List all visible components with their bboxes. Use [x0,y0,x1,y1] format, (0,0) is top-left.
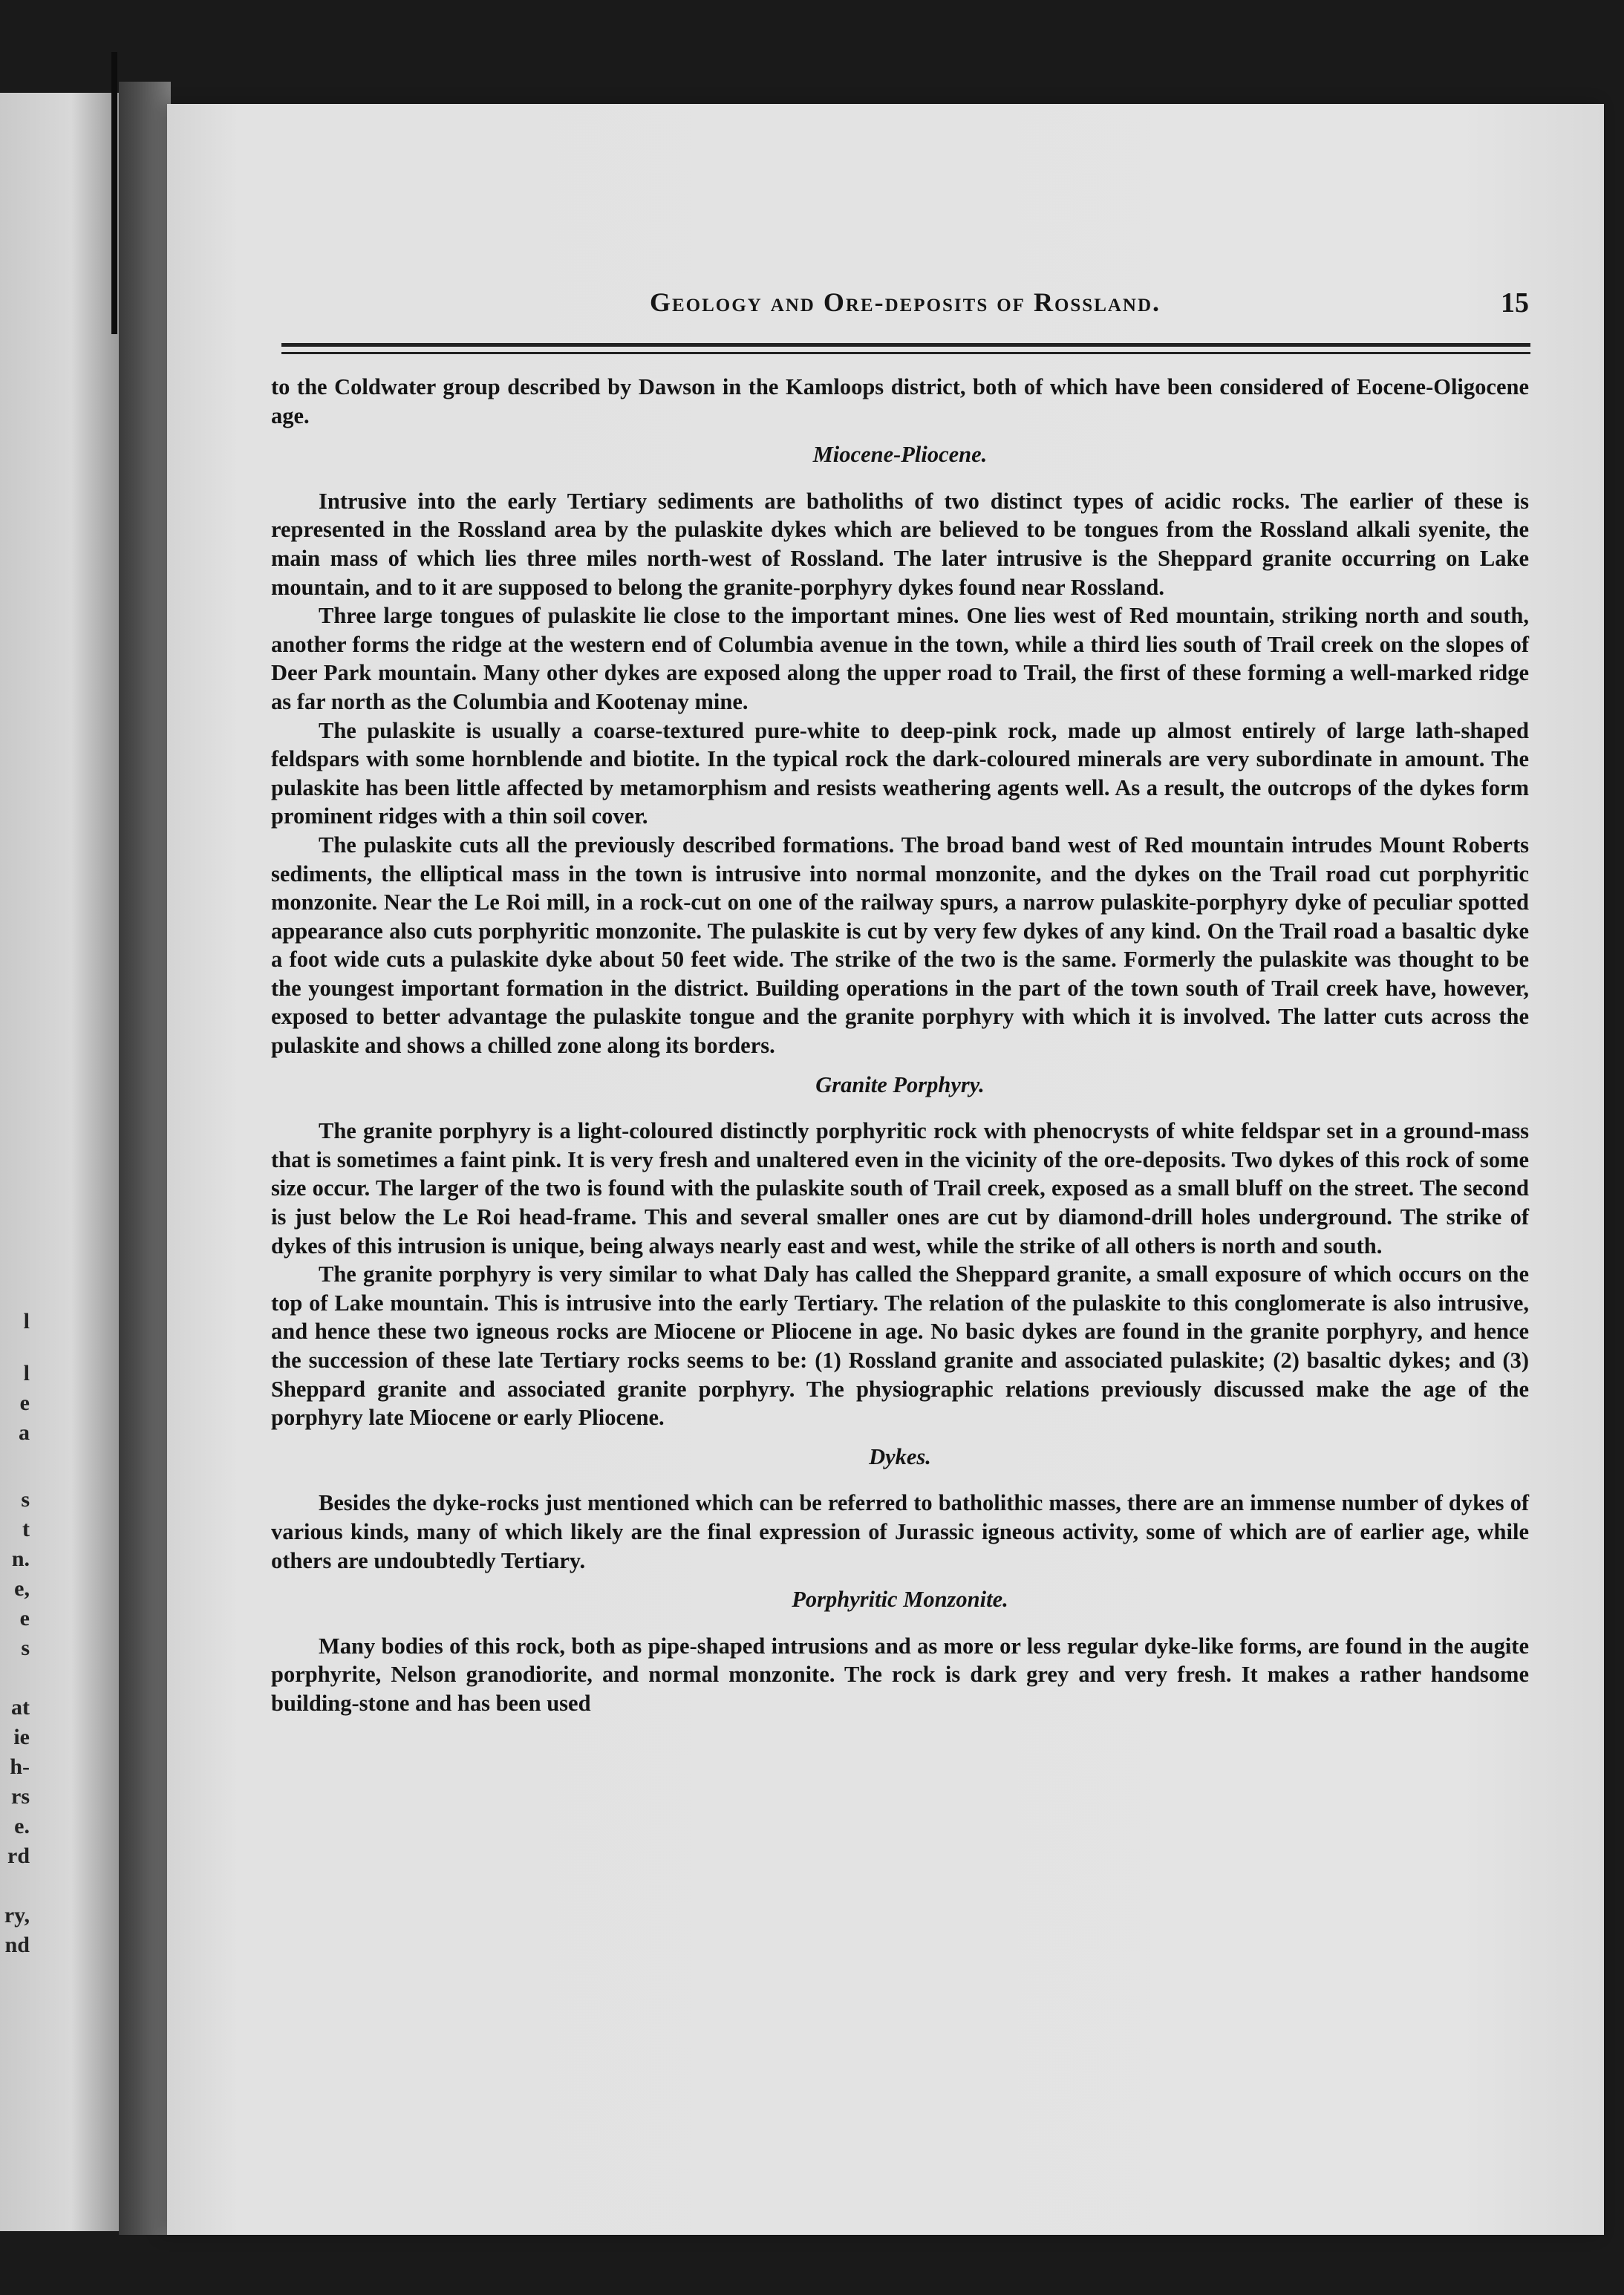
book-page [167,104,1604,2235]
paragraph: The granite porphyry is very similar to what Daly has called the Sheppard granite, a small exposure of which occurs on the top of Lake mountain. This is intrusive into the early Tertiary. The relation of the pulaskite to this conglomerate is also intrusive, and hence these two igneous rocks are Miocene or Pliocene in age. No basic dykes are found in the granite porphyry, and hence the succession of these late Tertiary rocks seems to be: (1) Rossland granite and associated pulaskite; (2) basaltic dykes; and (3) Sheppard granite and associated granite porphyry. The physiographic relations previously discussed make the age of the porphyry late Miocene or early Pliocene. [271,1261,1529,1431]
section-heading-porphyritic-monzonite: Porphyritic Monzonite. [792,1587,1008,1613]
paragraph: Three large tongues of pulaskite lie close to the important mines. One lies west of Red mountain, striking north and south, another forms the ridge at the western end of Columbia avenue in the town, while a third lies south of Trail creek on the slopes of Deer Park mountain. Many other dykes are exposed along the upper road to Trail, the first of these forming a well-marked ridge as far north as the Columbia and Kootenay mine. [271,603,1529,714]
paragraph: The pulaskite is usually a coarse-textured pure-white to deep-pink rock, made up almost entirely of large lath-shaped feldspars with some hornblende and biotite. In the typical rock the dark-coloured minerals are very subordinate in amount. The pulaskite has been little affected by metamorphism and resists weathering agents well. As a result, the outcrops of the dykes form prominent ridges with a thin soil cover. [271,717,1529,829]
page-body [271,373,1529,1718]
section-heading-miocene-pliocene: Miocene-Pliocene. [812,442,988,468]
paragraph: Intrusive into the early Tertiary sediments are batholiths of two distinct types of acidic rocks. The earlier of these is represented in the Rossland area by the pulaskite dykes which are believed to be tongues from the Rossland alkali syenite, the main mass of which lies three miles north-west of Rossland. The later intrusive is the Sheppard granite occurring on Lake mountain, and to it are supposed to belong the granite-porphyry dykes found near Rossland. [271,488,1529,600]
header-rule-thin [281,352,1530,354]
paragraph: Besides the dyke-rocks just mentioned which can be referred to batholithic masses, there are an immense number of dykes of various kinds, many of which likely are the final expression of Jurassic igneous activity, some of which are of earlier age, while others are undoubtedly Tertiary. [271,1490,1529,1573]
section-heading-granite-porphyry: Granite Porphyry. [815,1071,985,1097]
binding-line [111,52,117,334]
paragraph: The granite porphyry is a light-coloured distinctly porphyritic rock with phenocrysts of white feldspar set in a ground-mass that is sometimes a faint pink. It is very fresh and unaltered even in the vicinity of the ore-deposits. Two dykes of this rock of some size occur. The larger of the two is found with the pulaskite south of Trail creek, exposed as a small bluff on the street. The second is just below the Le Roi head-frame. This and several smaller ones are cut by diamond-drill holes underground. The strike of dykes of this intrusion is unique, being always nearly east and west, while the strike of all others is north and south. [271,1118,1529,1259]
running-title: Geology and Ore-deposits of Rossland. [649,287,1161,317]
paragraph: to the Coldwater group described by Dawson in the Kamloops district, both of which have been considered of Eocene-Oligocene age. [271,374,1529,428]
section-heading-dykes: Dykes. [869,1443,931,1469]
header-rule [281,343,1530,347]
paragraph: The pulaskite cuts all the previously described formations. The broad band west of Red mountain intrudes Mount Roberts sediments, the elliptical mass in the town is intrusive into normal monzonite, and the dykes on the Trail road cut porphyritic monzonite. Near the Le Roi mill, in a rock-cut on one of the railway spurs, a narrow pulaskite-porphyry dyke of peculiar spotted appearance also cuts porphyritic monzonite. The pulaskite is cut by very few dykes of any kind. On the Trail road a basaltic dyke a foot wide cuts a pulaskite dyke about 50 feet wide. The strike of the two is the same. Formerly the pulaskite was thought to be the youngest important formation in the district. Building operations in the part of the town south of Trail creek have, however, exposed to better advantage the pulaskite tongue and the granite porphyry with which it is involved. The latter cuts across the pulaskite and shows a chilled zone along its borders. [271,832,1529,1059]
book-spine-shadow [119,82,171,2235]
paragraph: Many bodies of this rock, both as pipe-shaped intrusions and as more or less regular dyke-like forms, are found in the augite porphyrite, Nelson granodiorite, and normal monzonite. The rock is dark grey and very fresh. It makes a rather handsome building-stone and has been used [271,1633,1529,1716]
page-header [281,287,1529,331]
page-number: 15 [1501,287,1529,319]
